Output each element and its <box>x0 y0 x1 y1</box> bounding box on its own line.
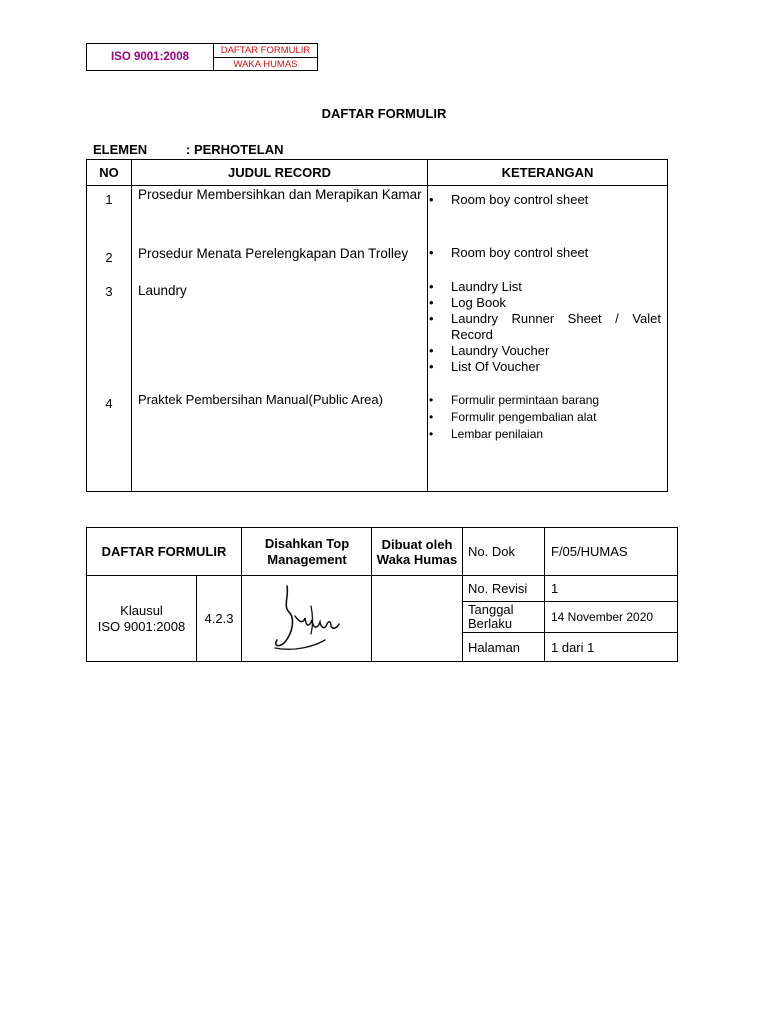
field-label: No. Dok <box>468 544 515 559</box>
field-value: 14 November 2020 <box>551 609 654 624</box>
klausul-label: Klausul <box>120 602 163 618</box>
footer-dibuat: Dibuat oleh Waka Humas <box>376 536 458 567</box>
records-table <box>86 159 668 492</box>
row-4-keterangan <box>451 392 661 443</box>
row-4-no: 4 <box>105 396 113 411</box>
row-4-judul: Praktek Pembersihan Manual(Public Area) <box>138 392 383 407</box>
iso-header-box <box>86 43 318 71</box>
list-item: • Lembar penilaian <box>451 426 661 443</box>
elemen-value: : PERHOTELAN <box>186 142 284 157</box>
header-judul-record: JUDUL RECORD <box>227 165 332 180</box>
field-value: F/05/HUMAS <box>551 544 628 559</box>
row-2-judul: Prosedur Menata Perelengkapan Dan Trolley <box>138 246 409 261</box>
row-3-judul: Laundry <box>138 283 187 298</box>
klausul-cell <box>87 575 196 662</box>
list-item: • Laundry List <box>451 279 661 295</box>
header-keterangan: KETERANGAN <box>501 165 594 180</box>
list-item: • Laundry Voucher <box>451 343 661 359</box>
field-label: Tanggal Berlaku <box>468 601 514 631</box>
field-label: No. Revisi <box>468 580 528 596</box>
row-1-no: 1 <box>105 192 113 207</box>
form-title-label: DAFTAR FORMULIR <box>214 44 317 58</box>
iso-standard-label: ISO 9001:2008 <box>87 44 214 70</box>
field-label: Halaman <box>468 639 521 655</box>
row-2-no: 2 <box>105 250 113 265</box>
row-2-keterangan <box>451 245 661 261</box>
header-no: NO <box>99 165 119 180</box>
list-item: • Formulir pengembalian alat <box>451 409 661 426</box>
department-label: WAKA HUMAS <box>233 58 298 70</box>
list-item: • Log Book <box>451 295 661 311</box>
elemen-label: ELEMEN <box>93 142 148 157</box>
klausul-iso: ISO 9001:2008 <box>97 618 186 634</box>
list-item: • Room boy control sheet <box>451 245 661 261</box>
signature-image <box>265 582 355 654</box>
row-1-judul: Prosedur Membersihkan dan Merapikan Kamar <box>138 187 422 202</box>
elemen-line <box>93 142 284 157</box>
list-item-text: Laundry Runner Sheet / Valet Record <box>451 311 661 342</box>
field-value: 1 <box>551 580 559 596</box>
footer-daftar-formulir: DAFTAR FORMULIR <box>101 544 227 559</box>
footer-disahkan: Disahkan Top Management <box>264 535 350 567</box>
list-item: • Room boy control sheet <box>451 192 661 208</box>
list-item: • List Of Voucher <box>451 359 661 375</box>
document-title: DAFTAR FORMULIR <box>321 106 447 121</box>
row-1-keterangan <box>451 192 661 208</box>
field-value: 1 dari 1 <box>551 639 595 655</box>
row-3-keterangan <box>451 279 661 375</box>
approval-table <box>86 527 678 662</box>
list-item <box>451 311 661 343</box>
list-item: • Formulir permintaan barang <box>451 392 661 409</box>
klausul-number: 4.2.3 <box>204 611 234 626</box>
row-3-no: 3 <box>105 284 113 299</box>
